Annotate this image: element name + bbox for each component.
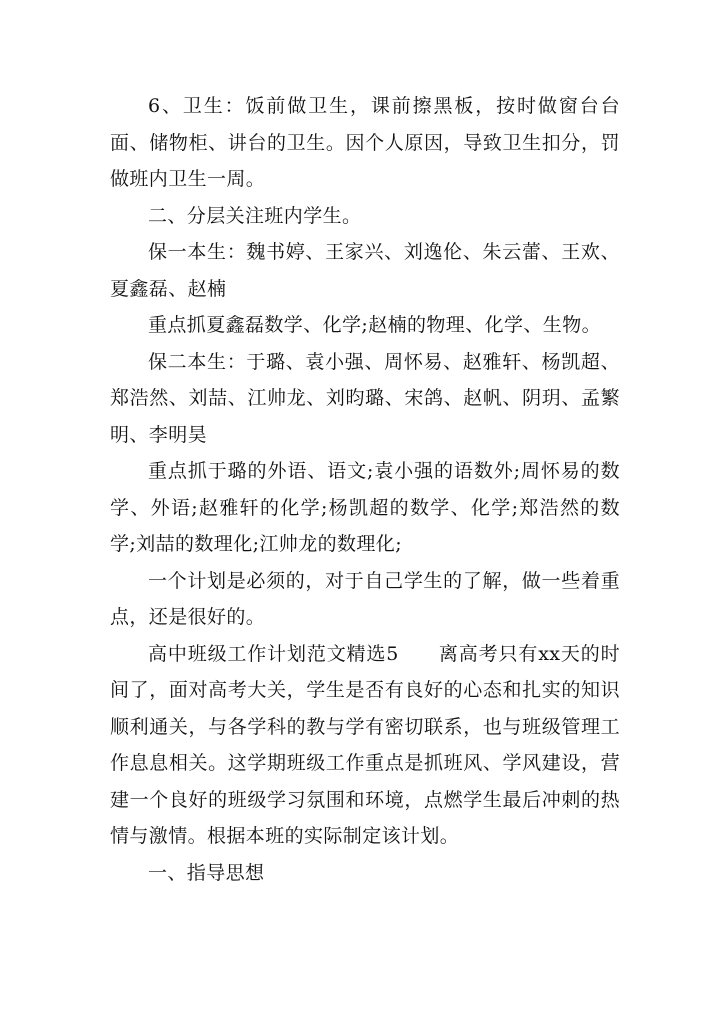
paragraph-tier-two-focus: 重点抓于璐的外语、语文;袁小强的语数外;周怀易的数学、外语;赵雅轩的化学;杨凯超的数学、化学;郑浩然的数学;刘喆的数理化;江帅龙的数理化; [110,460,620,555]
paragraph-tier-two-students: 保二本生：于璐、袁小强、周怀易、赵雅轩、杨凯超、郑浩然、刘喆、江帅龙、刘昀璐、宋鸽、赵帆、阴玥、孟繁明、李明昊 [110,350,620,446]
paragraph-plan-note: 一个计划是必须的，对于自己学生的了解，做一些着重点，还是很好的。 [110,569,620,628]
paragraph-tier-one-focus: 重点抓夏鑫磊数学、化学;赵楠的物理、化学、生物。 [148,314,602,336]
paragraph-section-two-heading: 二、分层关注班内学生。 [148,204,362,227]
paragraph-tier-one-students: 保一本生：魏书婷、王家兴、刘逸伦、朱云蕾、王欢、夏鑫磊、赵楠 [110,241,620,300]
document-body [110,88,620,891]
paragraph-plan-five-intro: 高中班级工作计划范文精选5 离高考只有xx天的时间了，面对高考大关，学生是否有良好的心态和扎实的知识顺利通关，与各学科的教与学有密切联系，也与班级管理工作息息相关。这学期班级工作重点是抓班风、学风建设，营建一个良好的班级学习氛围和环境，点燃学生最后冲刺的热情与激情。根据本班的实际制定该计划。 [110,642,620,847]
paragraph-guiding-ideology-heading: 一、指导思想 [148,861,265,884]
paragraph-hygiene: 6、卫生：饭前做卫生，课前擦黑板，按时做窗台台面、储物柜、讲台的卫生。因个人原因，导致卫生扣分，罚做班内卫生一周。 [110,95,620,190]
